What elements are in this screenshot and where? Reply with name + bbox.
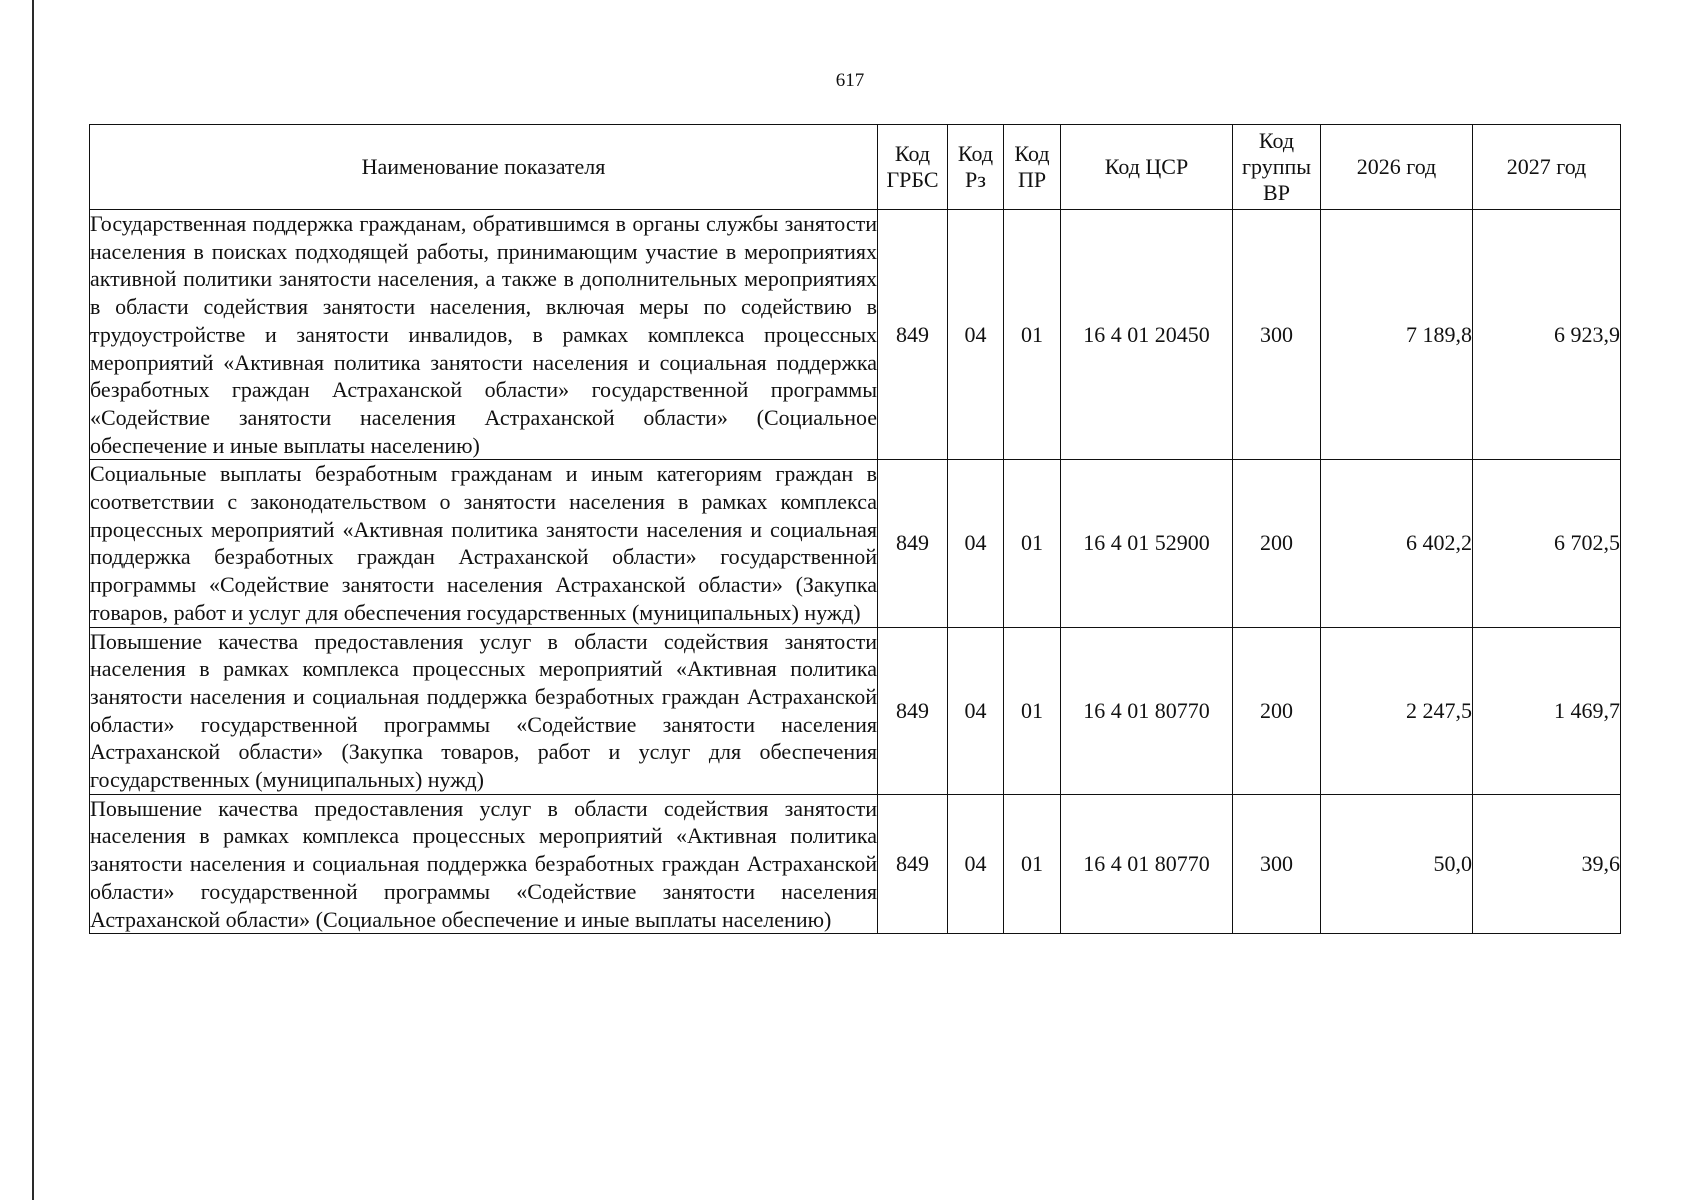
- row-rz: 04: [948, 627, 1004, 794]
- row-name: Социальные выплаты безработным гражданам и иным категориям граждан в соответствии с законодательством о занятости населения в рамках комплекса процессных мероприятий «Активная политика занятости населения и социальная поддержка безработных граждан Астраханской области» государственной программы «Содействие занятости населения Астраханской области» (Закупка товаров, работ и услуг для обеспечения государственных (муниципальных) нужд): [90, 460, 878, 627]
- table-row: [90, 794, 1621, 934]
- row-pr: 01: [1004, 210, 1061, 460]
- row-name: Повышение качества предоставления услуг в области содействия занятости населения в рамках комплекса процессных мероприятий «Активная политика занятости населения и социальная поддержка безработных граждан Астраханской области» государственной программы «Содействие занятости населения Астраханской области» (Закупка товаров, работ и услуг для обеспечения государственных (муниципальных) нужд): [90, 627, 878, 794]
- row-rz: 04: [948, 460, 1004, 627]
- row-2026: 6 402,2: [1321, 460, 1473, 627]
- table-row: [90, 210, 1621, 460]
- header-vr: Код группы ВР: [1233, 125, 1321, 210]
- budget-table: [89, 124, 1621, 934]
- header-2027: 2027 год: [1473, 125, 1621, 210]
- row-vr: 300: [1233, 210, 1321, 460]
- header-pr: Код ПР: [1004, 125, 1061, 210]
- table-header-row: [90, 125, 1621, 210]
- row-vr: 200: [1233, 460, 1321, 627]
- header-csr: Код ЦСР: [1061, 125, 1233, 210]
- row-grbs: 849: [878, 627, 948, 794]
- row-rz: 04: [948, 210, 1004, 460]
- header-grbs: Код ГРБС: [878, 125, 948, 210]
- row-name: Государственная поддержка гражданам, обратившимся в органы службы занятости населения в поисках подходящей работы, принимающим участие в мероприятиях активной политики занятости населения, а также в дополнительных мероприятиях в области содействия занятости населения, включая меры по содействию в трудоустройстве и занятости инвалидов, в рамках комплекса процессных мероприятий «Активная политика занятости населения и социальная поддержка безработных граждан Астраханской области» государственной программы «Содействие занятости населения Астраханской области» (Социальное обеспечение и иные выплаты населению): [90, 210, 878, 460]
- row-2027: 6 702,5: [1473, 460, 1621, 627]
- row-csr: 16 4 01 80770: [1061, 627, 1233, 794]
- header-2026: 2026 год: [1321, 125, 1473, 210]
- row-grbs: 849: [878, 794, 948, 934]
- table-row: [90, 460, 1621, 627]
- row-name: Повышение качества предоставления услуг в области содействия занятости населения в рамках комплекса процессных мероприятий «Активная политика занятости населения и социальная поддержка безработных граждан Астраханской области» государственной программы «Содействие занятости населения Астраханской области» (Социальное обеспечение и иные выплаты населению): [90, 794, 878, 934]
- row-2027: 6 923,9: [1473, 210, 1621, 460]
- table-row: [90, 627, 1621, 794]
- binding-margin-line: [32, 0, 34, 1200]
- row-2026: 2 247,5: [1321, 627, 1473, 794]
- row-2027: 1 469,7: [1473, 627, 1621, 794]
- row-vr: 200: [1233, 627, 1321, 794]
- row-grbs: 849: [878, 210, 948, 460]
- row-pr: 01: [1004, 794, 1061, 934]
- row-2026: 50,0: [1321, 794, 1473, 934]
- row-rz: 04: [948, 794, 1004, 934]
- row-pr: 01: [1004, 460, 1061, 627]
- row-csr: 16 4 01 20450: [1061, 210, 1233, 460]
- row-2026: 7 189,8: [1321, 210, 1473, 460]
- row-grbs: 849: [878, 460, 948, 627]
- row-csr: 16 4 01 52900: [1061, 460, 1233, 627]
- row-vr: 300: [1233, 794, 1321, 934]
- row-pr: 01: [1004, 627, 1061, 794]
- header-name: Наименование показателя: [90, 125, 878, 210]
- page-number: 617: [835, 70, 865, 91]
- row-2027: 39,6: [1473, 794, 1621, 934]
- header-rz: Код Рз: [948, 125, 1004, 210]
- row-csr: 16 4 01 80770: [1061, 794, 1233, 934]
